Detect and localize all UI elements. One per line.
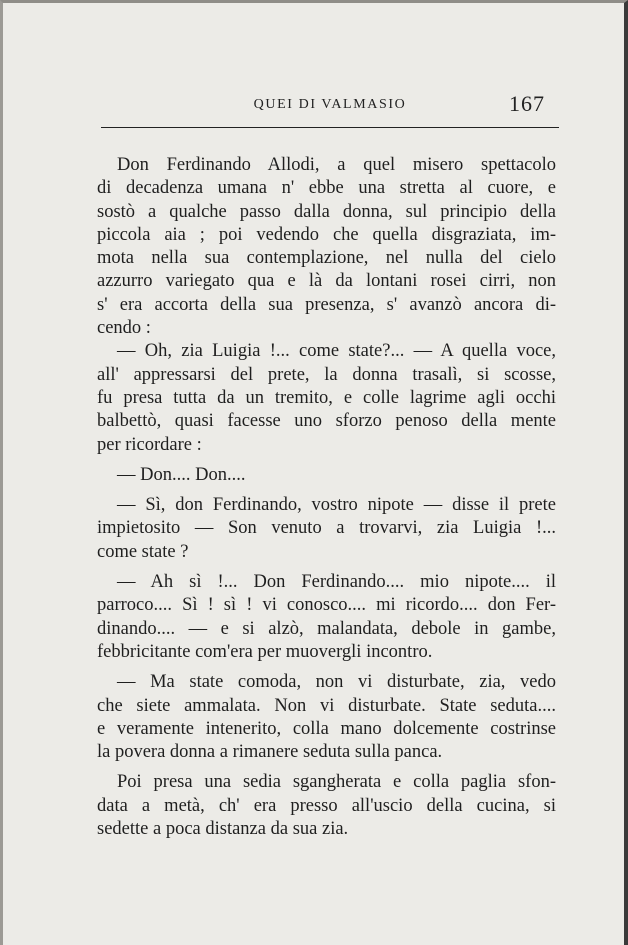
text-line: — Ah sì !... Don Ferdinando.... mio nipote.... il xyxy=(117,572,556,593)
text-line: — Oh, zia Luigia !... come state?... — A quella voce, xyxy=(117,341,556,362)
text-line: come state ? xyxy=(97,541,189,562)
text-line: impietosito — Son venuto a trovarvi, zia Luigia !... xyxy=(97,518,556,539)
text-line: mota nella sua contemplazione, nel nulla del cielo xyxy=(97,248,556,269)
paragraph-1 xyxy=(97,154,556,340)
paragraph-6 xyxy=(97,671,556,764)
text-line: data a metà, ch' era presso all'uscio della cucina, si xyxy=(97,795,556,816)
text-line: dinando.... — e si alzò, malandata, debole in gambe, xyxy=(97,618,556,639)
running-title: QUEI DI VALMASIO xyxy=(253,97,407,112)
text-line: cendo : xyxy=(97,318,151,339)
paragraph-7 xyxy=(97,771,556,841)
paragraph-3 xyxy=(97,464,556,487)
running-header xyxy=(101,89,559,128)
text-line: che siete ammalata. Non vi disturbate. State seduta.... xyxy=(97,695,556,716)
text-line: febbricitante com'era per muovergli incontro. xyxy=(97,641,433,662)
body-text xyxy=(97,154,556,841)
text-line: la povera donna a rimanere seduta sulla panca. xyxy=(97,742,443,763)
paragraph-5 xyxy=(97,571,556,664)
text-line: fu presa tutta da un tremito, e colle lagrime agli occhi xyxy=(97,387,556,408)
paragraph-2 xyxy=(97,340,556,456)
text-line: sostò a qualche passo dalla donna, sul principio della xyxy=(97,201,556,222)
text-line: — Sì, don Ferdinando, vostro nipote — disse il prete xyxy=(117,495,556,516)
text-line: Don Ferdinando Allodi, a quel misero spettacolo xyxy=(117,155,556,175)
text-line: — Ma state comoda, non vi disturbate, zia, vedo xyxy=(117,672,556,693)
text-line: per ricordare : xyxy=(97,434,202,455)
text-line: azzurro variegato qua e là da lontani rosei cirri, non xyxy=(97,271,556,292)
text-line: s' era accorta della sua presenza, s' avanzò ancora di- xyxy=(97,294,556,315)
text-line: — Don.... Don.... xyxy=(117,464,246,485)
text-line: Poi presa una sedia sgangherata e colla paglia sfon- xyxy=(117,772,556,793)
text-line: balbettò, quasi facesse uno sforzo penoso della mente xyxy=(97,411,556,432)
text-line: e veramente intenerito, colla mano dolcemente costrinse xyxy=(97,718,556,739)
text-line: sedette a poca distanza da sua zia. xyxy=(97,819,349,840)
page-number: 167 xyxy=(509,91,545,116)
paragraph-4 xyxy=(97,494,556,564)
text-line: parroco.... Sì ! sì ! vi conosco.... mi ricordo.... don Fer- xyxy=(97,595,556,616)
text-line: all' appressarsi del prete, la donna trasalì, si scosse, xyxy=(97,364,556,385)
text-line: piccola aia ; poi vedendo che quella disgraziata, im- xyxy=(97,224,556,245)
text-line: di decadenza umana n' ebbe una stretta al cuore, e xyxy=(97,178,556,199)
